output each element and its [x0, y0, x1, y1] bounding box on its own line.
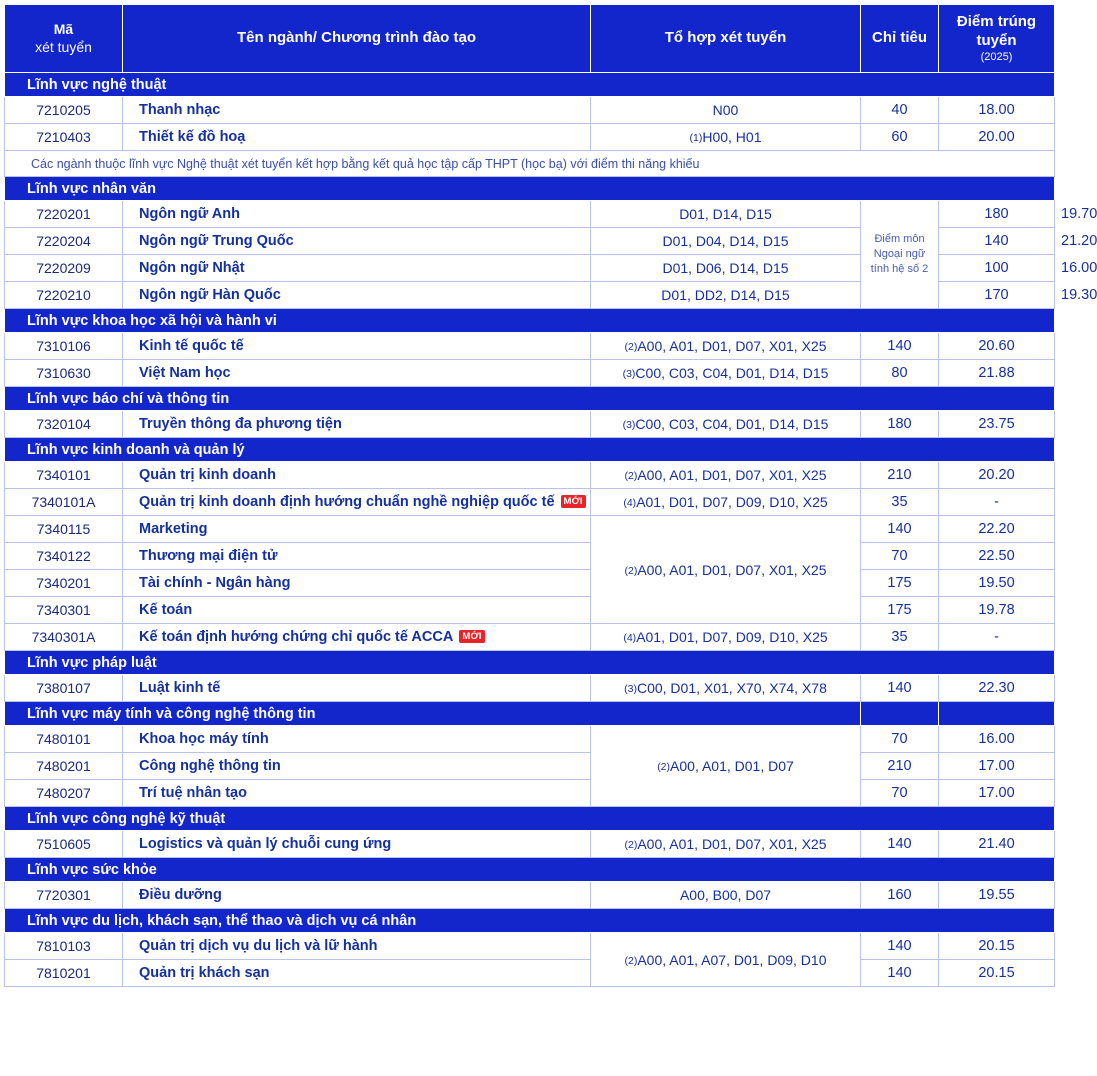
header-program-name: Tên ngành/ Chương trình đào tạo	[123, 5, 591, 73]
header-code-line2: xét tuyển	[35, 38, 92, 55]
cell-score: 17.00	[939, 753, 1055, 780]
cell-score: 20.20	[939, 462, 1055, 489]
cell-code: 7320104	[5, 411, 123, 438]
cell-code: 7720301	[5, 882, 123, 909]
cell-quota: 160	[861, 882, 939, 909]
combination-text: H00, H01	[702, 129, 762, 146]
cell-score: 20.15	[939, 933, 1055, 960]
cell-combination	[591, 333, 861, 360]
group-title: Lĩnh vực nghệ thuật	[5, 73, 1055, 97]
cell-quota: 180	[939, 201, 1055, 228]
cell-combination	[591, 675, 861, 702]
cell-score: 20.00	[939, 124, 1055, 151]
cell-combination	[591, 624, 861, 651]
cell-code: 7340101A	[5, 489, 123, 516]
cell-code: 7220204	[5, 228, 123, 255]
cell-quota: 35	[861, 489, 939, 516]
admission-score-table-page	[0, 4, 1097, 1076]
group-title: Lĩnh vực du lịch, khách sạn, thể thao và dịch vụ cá nhân	[5, 909, 1055, 933]
cell-combination	[591, 489, 861, 516]
cell-quota: 180	[861, 411, 939, 438]
group-header-row	[5, 177, 1055, 201]
cell-code: 7310630	[5, 360, 123, 387]
cell-quota: 140	[861, 933, 939, 960]
cell-quota: 60	[861, 124, 939, 151]
table-row	[5, 570, 1055, 597]
group-blank-quota	[861, 702, 939, 726]
cell-program-name	[123, 489, 591, 516]
program-name-text: Điều dưỡng	[139, 887, 222, 904]
cell-score: 17.00	[939, 780, 1055, 807]
cell-code: 7210205	[5, 97, 123, 124]
program-name-text: Quản trị kinh doanh định hướng chuẩn nghề nghiệp quốc tế	[139, 494, 555, 511]
cell-combination	[591, 282, 861, 309]
group-title: Lĩnh vực kinh doanh và quản lý	[5, 438, 1055, 462]
cell-code: 7810103	[5, 933, 123, 960]
cell-combination	[591, 462, 861, 489]
table-row	[5, 333, 1055, 360]
program-name-text: Luật kinh tế	[139, 680, 221, 697]
cell-code: 7220209	[5, 255, 123, 282]
cell-program-name	[123, 960, 591, 987]
cell-code: 7340301	[5, 597, 123, 624]
cell-program-name	[123, 933, 591, 960]
cell-code: 7480207	[5, 780, 123, 807]
cell-program-name	[123, 726, 591, 753]
program-name-text: Ngôn ngữ Trung Quốc	[139, 233, 294, 250]
cell-quota: 140	[861, 831, 939, 858]
cell-program-name	[123, 597, 591, 624]
combination-superscript: (1)	[689, 132, 703, 145]
group-title: Lĩnh vực sức khỏe	[5, 858, 1055, 882]
combination-text: N00	[712, 102, 739, 119]
group-header-row	[5, 73, 1055, 97]
combination-text: D01, D04, D14, D15	[662, 233, 789, 250]
table-row	[5, 831, 1055, 858]
combination-text: A00, A01, D01, D07, X01, X25	[637, 836, 827, 853]
cell-score: 19.50	[939, 570, 1055, 597]
group-header-row	[5, 702, 1055, 726]
combination-text: C00, C03, C04, D01, D14, D15	[635, 365, 829, 382]
program-name-text: Kế toán	[139, 602, 193, 619]
combination-superscript: (2)	[624, 839, 638, 852]
table-header	[5, 5, 1055, 73]
cell-score: -	[939, 489, 1055, 516]
combination-text: A01, D01, D07, D09, D10, X25	[636, 629, 828, 646]
cell-score: 20.15	[939, 960, 1055, 987]
cell-program-name	[123, 97, 591, 124]
new-badge: MỚI	[561, 495, 586, 508]
table-row: 7220210 Ngôn ngữ Hàn Quốc D01, DD2, D14, D15 170 19.30	[5, 282, 1055, 309]
cell-combination	[591, 201, 861, 228]
combination-superscript: (4)	[623, 497, 637, 510]
cell-program-name	[123, 543, 591, 570]
combination-superscript: (2)	[624, 564, 638, 577]
combination-superscript: (3)	[622, 368, 636, 381]
group-title: Lĩnh vực báo chí và thông tin	[5, 387, 1055, 411]
group-header-row	[5, 387, 1055, 411]
cell-program-name	[123, 411, 591, 438]
cell-code: 7220210	[5, 282, 123, 309]
cell-code: 7810201	[5, 960, 123, 987]
program-name-text: Việt Nam học	[139, 365, 231, 382]
combination-text: D01, DD2, D14, D15	[661, 287, 790, 304]
cell-code: 7380107	[5, 675, 123, 702]
cell-combination	[591, 228, 861, 255]
header-code	[5, 5, 123, 73]
table-row	[5, 489, 1055, 516]
combination-superscript: (3)	[624, 683, 637, 696]
header-combination: Tổ hợp xét tuyển	[591, 5, 861, 73]
cell-program-name	[123, 624, 591, 651]
bottom-edge	[0, 1066, 1058, 1076]
cell-code: 7340122	[5, 543, 123, 570]
cell-program-name	[123, 360, 591, 387]
cell-code: 7210403	[5, 124, 123, 151]
combination-text: A00, B00, D07	[679, 887, 772, 904]
cell-program-name	[123, 882, 591, 909]
program-name-text: Tài chính - Ngân hàng	[139, 575, 291, 592]
program-name-text: Ngôn ngữ Anh	[139, 206, 240, 223]
cell-quota: 175	[861, 597, 939, 624]
cell-quota: 80	[861, 360, 939, 387]
combination-superscript: (2)	[624, 954, 638, 967]
cell-score: 21.88	[939, 360, 1055, 387]
cell-program-name	[123, 516, 591, 543]
group-header-row	[5, 858, 1055, 882]
group-header-row	[5, 807, 1055, 831]
cell-code: 7480101	[5, 726, 123, 753]
cell-quota: 140	[861, 675, 939, 702]
cell-code: 7340115	[5, 516, 123, 543]
cell-combination	[591, 255, 861, 282]
cell-code: 7340101	[5, 462, 123, 489]
cell-score: 16.00	[939, 726, 1055, 753]
table-row: 7220209 Ngôn ngữ Nhật D01, D06, D14, D15 100 16.00	[5, 255, 1055, 282]
group-title: Lĩnh vực máy tính và công nghệ thông tin	[5, 702, 861, 726]
program-name-text: Quản trị kinh doanh	[139, 467, 276, 484]
program-name-text: Trí tuệ nhân tạo	[139, 785, 247, 802]
program-name-text: Kinh tế quốc tế	[139, 338, 244, 355]
table-row	[5, 726, 1055, 753]
cell-program-name	[123, 570, 591, 597]
combination-text: A00, A01, D01, D07, X01, X25	[637, 561, 827, 578]
cell-combination	[591, 411, 861, 438]
cell-program-name	[123, 228, 591, 255]
table-row	[5, 960, 1055, 987]
group-title: Lĩnh vực công nghệ kỹ thuật	[5, 807, 1055, 831]
program-name-text: Thiết kế đồ hoạ	[139, 129, 246, 146]
program-name-text: Truyền thông đa phương tiện	[139, 416, 342, 433]
table-body	[5, 73, 1097, 987]
header-code-line1: Mã	[53, 21, 74, 38]
cell-score: 20.60	[939, 333, 1055, 360]
cell-program-name	[123, 124, 591, 151]
cell-quota: 210	[861, 462, 939, 489]
cell-combination	[591, 124, 861, 151]
cell-quota: 35	[861, 624, 939, 651]
cell-code: 7340301A	[5, 624, 123, 651]
table-row	[5, 411, 1055, 438]
program-name-text: Công nghệ thông tin	[139, 758, 281, 775]
table-row	[5, 516, 1055, 543]
group-title: Lĩnh vực khoa học xã hội và hành vi	[5, 309, 1055, 333]
table-row	[5, 360, 1055, 387]
table-row	[5, 462, 1055, 489]
cell-score: 21.40	[939, 831, 1055, 858]
cell-score: 23.75	[939, 411, 1055, 438]
cell-program-name	[123, 780, 591, 807]
cell-quota: 210	[861, 753, 939, 780]
cell-code: 7220201	[5, 201, 123, 228]
program-name-text: Ngôn ngữ Hàn Quốc	[139, 287, 281, 304]
cell-combination	[591, 882, 861, 909]
combination-text: A00, A01, D01, D07	[670, 758, 794, 775]
table-row	[5, 543, 1055, 570]
table-row	[5, 124, 1055, 151]
program-name-text: Thanh nhạc	[139, 102, 221, 119]
table-row	[5, 97, 1055, 124]
header-score-year: (2025)	[980, 50, 1013, 63]
foreign-language-coefficient-note: Điểm môn Ngoại ngữ tính hệ số 2	[861, 201, 939, 309]
table-row	[5, 675, 1055, 702]
cell-program-name	[123, 675, 591, 702]
cell-quota: 40	[861, 97, 939, 124]
program-name-text: Quản trị dịch vụ du lịch và lữ hành	[139, 938, 378, 955]
cell-quota: 170	[939, 282, 1055, 309]
new-badge: MỚI	[459, 630, 484, 643]
program-name-text: Marketing	[139, 521, 208, 538]
combination-superscript: (2)	[624, 341, 638, 354]
program-name-text: Logistics và quản lý chuỗi cung ứng	[139, 836, 392, 853]
combination-text: A00, A01, D01, D07, X01, X25	[637, 338, 827, 355]
cell-combination-merged	[591, 726, 861, 807]
header-score-line2: trúng tuyển	[976, 13, 1037, 49]
group-blank-score	[939, 702, 1055, 726]
program-name-text: Thương mại điện tử	[139, 548, 278, 565]
cell-code: 7480201	[5, 753, 123, 780]
cell-program-name	[123, 462, 591, 489]
group-title: Lĩnh vực nhân văn	[5, 177, 1055, 201]
table-row: 7220201 Ngôn ngữ Anh D01, D14, D15 Điểm môn Ngoại ngữ tính hệ số 2 180 19.70	[5, 201, 1055, 228]
cell-quota: 175	[861, 570, 939, 597]
cell-code: 7340201	[5, 570, 123, 597]
group-header-row	[5, 651, 1055, 675]
table-row	[5, 933, 1055, 960]
program-name-text: Quản trị khách sạn	[139, 965, 270, 982]
program-name-text: Ngôn ngữ Nhật	[139, 260, 245, 277]
cell-quota: 140	[861, 960, 939, 987]
cell-code: 7310106	[5, 333, 123, 360]
cell-score: 19.78	[939, 597, 1055, 624]
table-row	[5, 780, 1055, 807]
cell-score: 22.20	[939, 516, 1055, 543]
cell-quota: 140	[861, 516, 939, 543]
combination-superscript: (2)	[624, 470, 638, 483]
header-score-line1: Điểm	[956, 13, 994, 30]
table-row	[5, 882, 1055, 909]
cell-quota: 70	[861, 543, 939, 570]
cell-combination	[591, 97, 861, 124]
cell-program-name	[123, 201, 591, 228]
cell-program-name	[123, 282, 591, 309]
cell-combination-merged	[591, 933, 861, 987]
cell-program-name	[123, 753, 591, 780]
cell-score: -	[939, 624, 1055, 651]
cell-score: 19.55	[939, 882, 1055, 909]
combination-text: C00, D01, X01, X70, X74, X78	[636, 680, 827, 697]
cell-quota: 70	[861, 780, 939, 807]
table-row: 7220204 Ngôn ngữ Trung Quốc D01, D04, D14, D15 140 21.20	[5, 228, 1055, 255]
cell-quota: 100	[939, 255, 1055, 282]
cell-quota: 140	[939, 228, 1055, 255]
combination-text: A01, D01, D07, D09, D10, X25	[636, 494, 828, 511]
combination-text: A00, A01, A07, D01, D09, D10	[637, 951, 827, 968]
admission-table	[4, 4, 1097, 987]
table-row	[5, 624, 1055, 651]
cell-combination-merged	[591, 516, 861, 624]
table-row	[5, 597, 1055, 624]
program-name-text: Khoa học máy tính	[139, 731, 269, 748]
combination-superscript: (4)	[623, 632, 637, 645]
group-header-row	[5, 909, 1055, 933]
cell-code: 7510605	[5, 831, 123, 858]
combination-text: D01, D06, D14, D15	[662, 260, 789, 277]
header-score	[939, 5, 1055, 73]
group-title: Lĩnh vực pháp luật	[5, 651, 1055, 675]
cell-score: 22.50	[939, 543, 1055, 570]
combination-superscript: (3)	[622, 419, 636, 432]
cell-score: 22.30	[939, 675, 1055, 702]
cell-program-name	[123, 255, 591, 282]
cell-quota: 70	[861, 726, 939, 753]
cell-program-name	[123, 831, 591, 858]
table-row	[5, 753, 1055, 780]
header-quota: Chỉ tiêu	[861, 5, 939, 73]
cell-quota: 140	[861, 333, 939, 360]
group-header-row	[5, 438, 1055, 462]
cell-combination	[591, 831, 861, 858]
cell-combination	[591, 360, 861, 387]
combination-text: D01, D14, D15	[679, 206, 772, 223]
section-note-row	[5, 151, 1055, 177]
cell-program-name	[123, 333, 591, 360]
cell-score: 18.00	[939, 97, 1055, 124]
combination-text: C00, C03, C04, D01, D14, D15	[635, 416, 829, 433]
section-note-text: Các ngành thuộc lĩnh vực Nghệ thuật xét tuyển kết hợp bằng kết quả học tập cấp THPT (học bạ) với điểm thi năng khiếu	[5, 151, 1055, 177]
program-name-text: Kế toán định hướng chứng chỉ quốc tế ACCA	[139, 629, 454, 646]
combination-superscript: (2)	[657, 761, 671, 774]
combination-text: A00, A01, D01, D07, X01, X25	[637, 467, 827, 484]
group-header-row	[5, 309, 1055, 333]
